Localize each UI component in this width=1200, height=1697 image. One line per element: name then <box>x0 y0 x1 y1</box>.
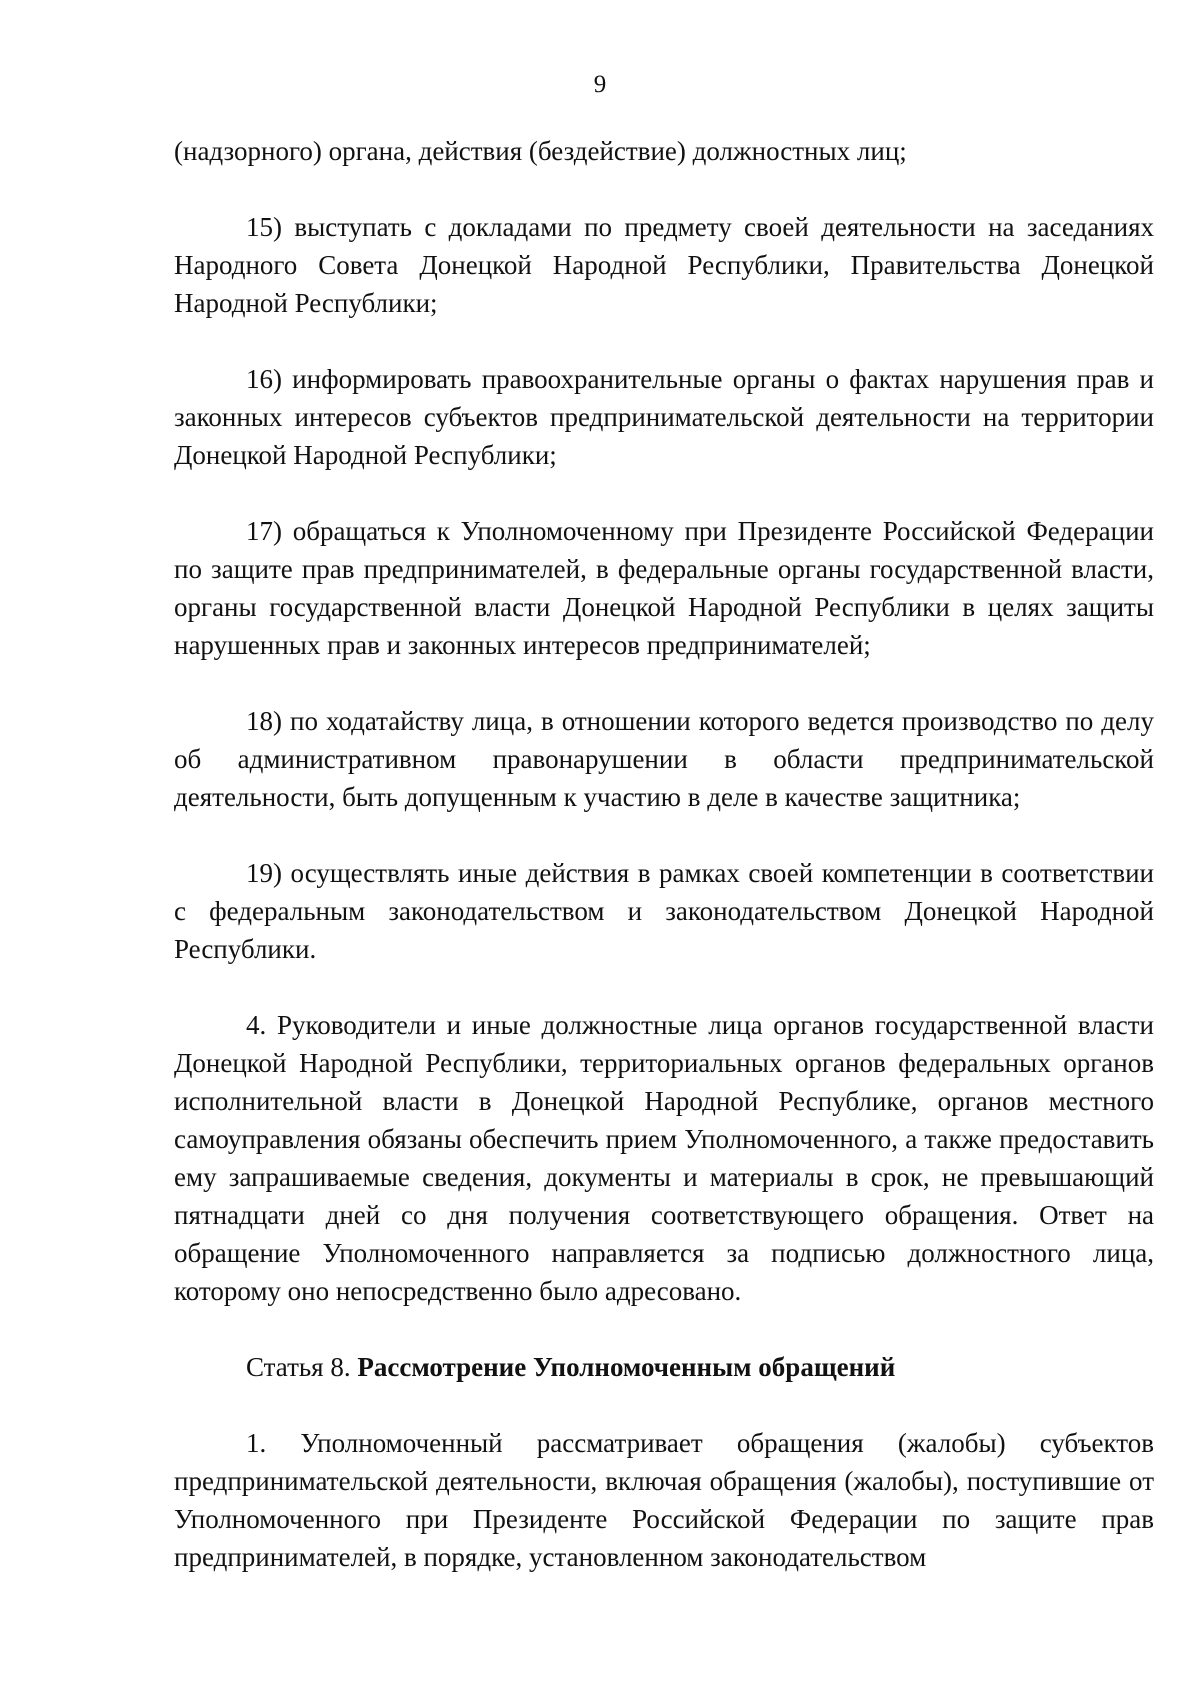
document-body <box>174 132 1154 1614</box>
article-heading <box>174 1348 1154 1386</box>
paragraph-continuation: (надзорного) органа, действия (бездействие) должностных лиц; <box>174 136 907 166</box>
paragraph-item-15: 15) выступать с докладами по предмету своей деятельности на заседаниях Народного Совета Донецкой Народной Республики, Правительства Донецкой Народной Республики; <box>174 212 1154 318</box>
paragraph-item-16: 16) информировать правоохранительные органы о фактах нарушения прав и законных интересов субъектов предпринимательской деятельности на территории Донецкой Народной Республики; <box>174 364 1154 470</box>
paragraph-item-19: 19) осуществлять иные действия в рамках своей компетенции в соответствии с федеральным законодательством и законодательством Донецкой Народной Республики. <box>174 858 1154 964</box>
paragraph-item-18: 18) по ходатайству лица, в отношении которого ведется производство по делу об административном правонарушении в области предпринимательской деятельности, быть допущенным к участию в деле в качестве защитника; <box>174 706 1154 812</box>
article-title: Рассмотрение Уполномоченным обращений <box>357 1352 896 1382</box>
article-paragraph-1: 1. Уполномоченный рассматривает обращения (жалобы) субъектов предпринимательской деятельности, включая обращения (жалобы), поступившие от Уполномоченного при Президенте Российской Федерации по защите прав предпринимателей, в порядке, установленном законодательством <box>174 1428 1154 1572</box>
paragraph-part-4: 4. Руководители и иные должностные лица органов государственной власти Донецкой Народной Республики, территориальных органов федеральных органов исполнительной власти в Донецкой Народной Республике, органов местного самоуправления обязаны обеспечить прием Уполномоченного, а также предоставить ему запрашиваемые сведения, документы и материалы в срок, не превышающий пятнадцати дней со дня получения соответствующего обращения. Ответ на обращение Уполномоченного направляется за подписью должностного лица, которому оно непосредственно было адресовано. <box>174 1010 1154 1306</box>
paragraph-item-17: 17) обращаться к Уполномоченному при Президенте Российской Федерации по защите прав предпринимателей, в федеральные органы государственной власти, органы государственной власти Донецкой Народной Республики в целях защиты нарушенных прав и законных интересов предпринимателей; <box>174 516 1154 660</box>
article-label: Статья 8. <box>246 1352 358 1382</box>
page-number: 9 <box>593 71 607 98</box>
